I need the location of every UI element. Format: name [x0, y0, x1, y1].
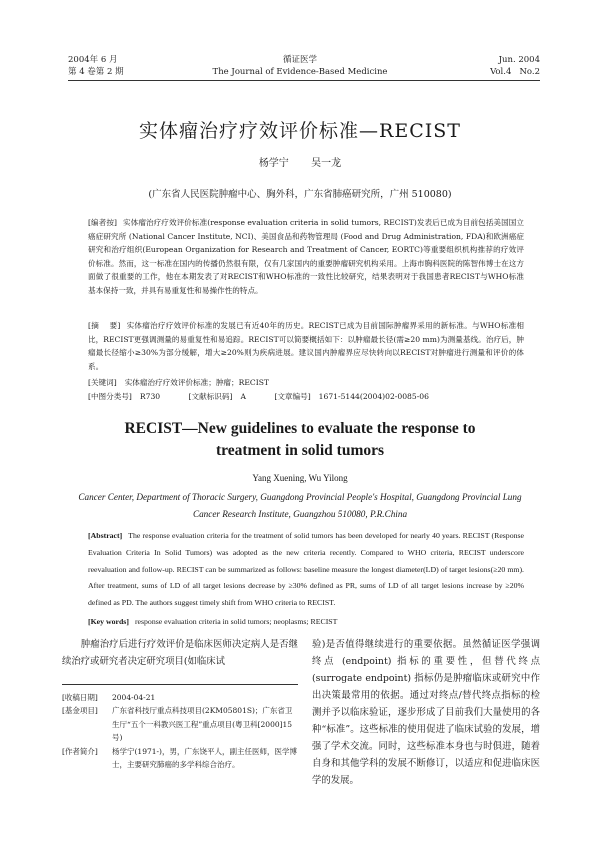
- footnote-received: [62, 691, 298, 704]
- editor-note: [88, 216, 524, 298]
- keywords-cn-label: [关键词]: [88, 378, 117, 387]
- body-paragraph-left: 肿瘤治疗后进行疗效评价是临床医师决定病人是否继续治疗或研究者决定研究项目(如临床试: [62, 639, 298, 667]
- affiliation-cn: (广东省人民医院肿瘤中心、胸外科，广东省肺癌研究所，广州 510080): [148, 189, 452, 200]
- keywords-cn: [88, 376, 277, 389]
- header-journal-cn: 循证医学: [282, 55, 317, 65]
- footnote-funding-label: [基金项目]: [62, 706, 98, 716]
- footnote-author-bio-label: [作者简介]: [62, 746, 98, 756]
- abstract-en-label: [Abstract]: [88, 531, 123, 540]
- header-right: [490, 54, 540, 78]
- footnote-author-bio: [62, 745, 298, 772]
- authors-en: Yang Xuening, Wu Yilong: [252, 473, 348, 483]
- article-title-en: [0, 418, 600, 462]
- authors-cn: 杨学宁 吴一龙: [258, 158, 342, 169]
- keywords-en: [88, 614, 524, 631]
- editor-note-label: [编者按]: [88, 218, 117, 227]
- footnote-received-label: [收稿日期]: [62, 693, 98, 702]
- header-center: [150, 54, 450, 78]
- keywords-cn-text: 实体瘤治疗疗效评价标准；肿瘤；RECIST: [124, 378, 269, 387]
- footnote-rule: [62, 684, 298, 685]
- article-title-cn: 实体瘤治疗疗效评价标准—RECIST: [139, 120, 461, 142]
- header-date-cn: 2004年 6 月: [68, 55, 118, 65]
- affiliation-en: [0, 489, 600, 523]
- keywords-en-text: response evaluation criteria in solid tumors; neoplasms; RECIST: [134, 617, 338, 626]
- footnote-funding: [62, 704, 298, 744]
- footnote-received-text: 2004-04-21: [112, 693, 156, 702]
- footnote-funding-text: 广东省科技厅重点科技项目(2KM05801S)；广东省卫生厅“五个一科教兴医工程”重点项目(粤卫科[2000]15号): [112, 706, 293, 743]
- classification-line: [88, 390, 524, 403]
- header-volume-cn: 第 4 卷第 2 期: [68, 67, 124, 77]
- keywords-en-label: [Key words]: [88, 617, 129, 626]
- header-rule: [68, 80, 540, 81]
- abstract-en-text: The response evaluation criteria for the treatment of solid tumors has been developed for nearly 40 years. RECIST (Response Evaluation Criteria In Solid Tumors) was adopted as the new criteria recently. Compared to WHO criteria, RECIST underscore reevaluation and follow-up. RECIST can be summarized as follows: baseline measure the longest diameter(LD) of target lesions(≥20 mm). After treatment, sums of LD of all target lesions decrease by ≥30% defined as PR, sums of LD of all target lesions increase by ≥20% defined as PD. The authors suggest timely shift from WHO criteria to RECIST.: [88, 531, 524, 608]
- header-date-en: Jun. 2004: [498, 55, 540, 65]
- abstract-cn-label: [摘 要]: [88, 321, 121, 330]
- clc-label: [中图分类号]: [88, 392, 132, 401]
- body-paragraph-right: 验)是否值得继续进行的重要依据。虽然循证医学强调终点 (endpoint) 指标的重要性，但替代终点 (surrogate endpoint) 指标仍是肿瘤临床或研究中作出决策最常用的依据。通过对终点/替代终点指标的检测并予以临床验证，逐步形成了目前我们大量使用的各种“标准”。这些标准的使用促进了临床试验的发展，增强了学术交流。同时，这些标准本身也与时俱进，随着自身和其他学科的发展不断修订，以适应和促进临床医学的发展。: [312, 639, 540, 786]
- abstract-en: [88, 528, 524, 612]
- editor-note-text: 实体瘤治疗疗效评价标准(response evaluation criteria in solid tumors, RECIST)发表后已成为目前包括美国国立癌症研究所 (National Cancer Institute, NCI)、美国食品和药物管理局 (Food and Drug Administration, FDA)和欧洲癌症研究和治疗组织(European Organization for Research and Treatment of Cancer, EORTC)等重要组织机构推荐的疗效评价标准。然而，这一标准在国内的传播仍然很有限，仅有几家国内的重要肿瘤研究机构采用。上海市胸科医院的陈智伟博士在这方面做了很重要的工作，他在本期发表了对RECIST和WHO标准的一致性比较研究，结果表明对于我国患者RECIST与WHO标准基本保持一致，并具有易重复性和易操作性的特点。: [88, 218, 524, 295]
- doc-code-value: A: [240, 392, 246, 401]
- abstract-cn-text: 实体瘤治疗疗效评价标准的发展已有近40年的历史。RECIST已成为目前国际肿瘤界采用的新标准。与WHO标准相比，RECIST更强调测量的易重复性和易追踪。RECIST可以简要概括如下：以肿瘤最长径(需≥20 mm)为测量基线。治疗后，肿瘤最长径缩小≥30%为部分缓解，增大≥20%则为疾病进展。建议国内肿瘤界应尽快转向以RECIST对肿瘤进行测量和评价的体系。: [88, 321, 524, 371]
- affiliation-en-text: Cancer Center, Department of Thoracic Surgery, Guangdong Provincial People's Hospital, Guangdong Provincial Lung Cancer Research Institute, Guangzhou 510080, P.R.China: [78, 492, 522, 519]
- article-title-en-text: RECIST—New guidelines to evaluate the response to treatment in solid tumors: [124, 420, 476, 459]
- doc-code-label: [文献标识码]: [188, 392, 233, 401]
- header-volume-en: Vol.4 No.2: [490, 67, 540, 77]
- footnote-author-bio-text: 杨学宁(1971-)，男，广东饶平人，副主任医师，医学博士，主要研究肺癌的多学科综合治疗。: [112, 746, 297, 770]
- header-left: [68, 54, 124, 78]
- article-no-value: 1671-5144(2004)02-0085-06: [318, 392, 429, 401]
- abstract-cn: [88, 319, 524, 373]
- clc-value: R730: [139, 392, 161, 401]
- article-no-label: [文章编号]: [274, 392, 311, 401]
- header-journal-en: The Journal of Evidence-Based Medicine: [212, 67, 388, 77]
- body-left-column: [62, 636, 298, 771]
- body-right-column: [312, 636, 540, 789]
